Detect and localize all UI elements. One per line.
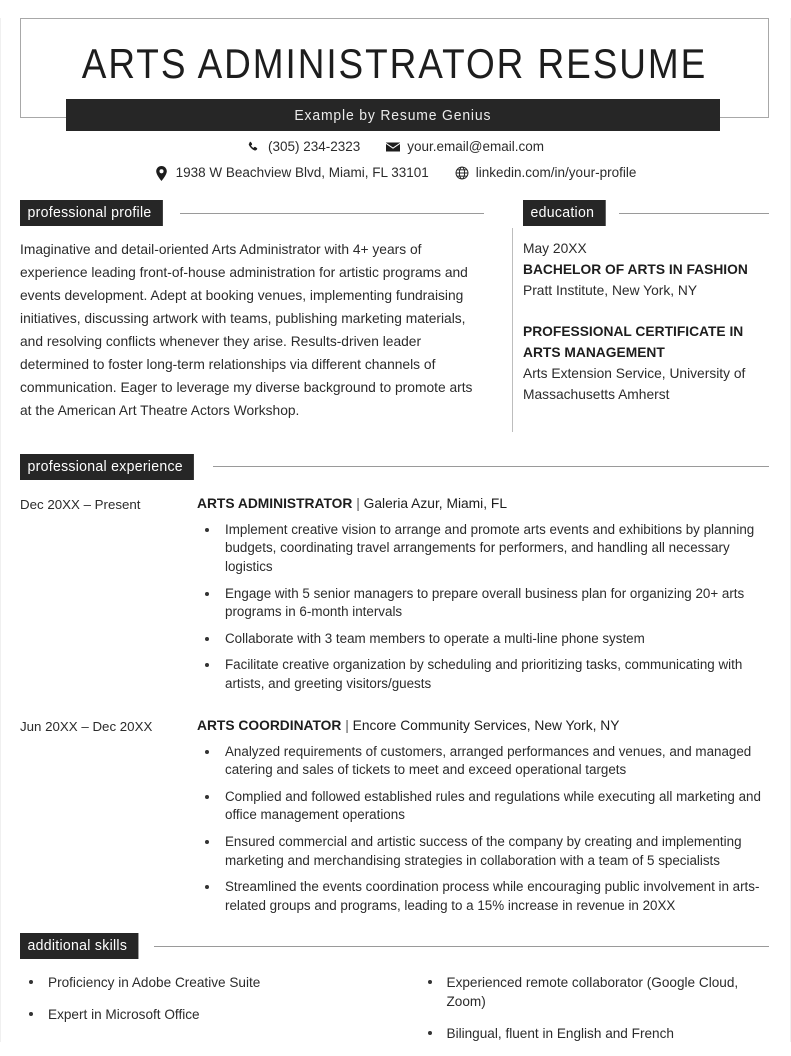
section-heading-label: professional profile: [20, 200, 163, 226]
contact-row-secondary: [1, 164, 790, 182]
contact-row-primary: [1, 138, 790, 156]
contact-address-text: 1938 W Beachview Blvd, Miami, FL 33101: [175, 165, 429, 180]
experience-bullet-list: [197, 521, 769, 694]
experience-role: ARTS COORDINATOR: [197, 717, 342, 733]
section-heading-experience: [20, 454, 769, 480]
experience-bullet: Complied and followed established rules and regulations while executing all marketing and office management operations: [197, 788, 769, 825]
experience-title-line: [197, 716, 769, 735]
additional-skills-section: [20, 933, 769, 1056]
skill-item: Expert in Microsoft Office: [20, 1005, 395, 1024]
section-heading-profile: [20, 200, 484, 226]
experience-bullet: Analyzed requirements of customers, arranged performances and venues, and managed catering and sales of tickets to meet and exceed operational targets: [197, 743, 769, 780]
experience-bullet: Streamlined the events coordination process while encouraging public involvement in arts-related groups and programs, leading to a 15% increase in revenue in 20XX: [197, 878, 769, 915]
section-heading-label: education: [523, 200, 605, 226]
page-title: ARTS ADMINISTRATOR RESUME: [81, 40, 708, 87]
profile-paragraph: Imaginative and detail-oriented Arts Administrator with 4+ years of experience leading front-of-house administration for artistic programs and events development. Adept at booking venues, implementing fundraising initiatives, discussing artwork with teams, publishing marketing materials, and resolving conflicts whenever they arise. Results-driven leader determined to foster long-term relationships via different channels of communication. Eager to leverage my diverse background to promote arts at the American Art Theatre Actors Workshop.: [20, 242, 473, 418]
experience-role: ARTS ADMINISTRATOR: [197, 495, 353, 511]
resume-header: [20, 18, 769, 124]
contact-linkedin-text: linkedin.com/in/your-profile: [475, 165, 637, 180]
experience-bullet: Ensured commercial and artistic success of the company by creating and implementing marketing and merchandising strategies in collaboration with a team of 5 specialists: [197, 833, 769, 870]
contact-email[interactable]: [386, 138, 544, 156]
education-school: Pratt Institute, New York, NY: [523, 283, 698, 298]
experience-details: [197, 494, 769, 702]
section-heading-rule: [213, 466, 769, 467]
map-pin-icon: [155, 166, 169, 180]
contact-phone[interactable]: [247, 138, 360, 156]
skills-column-right: [395, 973, 770, 1056]
education-entry: [523, 321, 769, 405]
experience-bullet-list: [197, 743, 769, 916]
education-date: May 20XX: [523, 241, 587, 256]
skills-list-right: [419, 973, 770, 1043]
experience-entry: [20, 716, 769, 924]
education-degree: PROFESSIONAL CERTIFICATE IN ARTS MANAGEMENT: [523, 324, 744, 360]
experience-bullet: Facilitate creative organization by scheduling and prioritizing tasks, communicating with artists, and greeting visitors/guests: [197, 656, 769, 693]
experience-company: Encore Community Services, New York, NY: [352, 717, 620, 733]
section-heading-label: professional experience: [20, 454, 194, 480]
resume-page: [0, 18, 791, 1042]
skills-column-left: [20, 973, 395, 1056]
section-heading-rule: [154, 946, 769, 947]
globe-icon: [455, 166, 469, 180]
experience-details: [197, 716, 769, 924]
section-heading-education: [523, 200, 769, 226]
subtitle-bar: [66, 99, 720, 131]
skill-item: Proficiency in Adobe Creative Suite: [20, 973, 395, 992]
professional-profile-section: [20, 200, 500, 436]
education-section: [500, 200, 769, 436]
skills-columns: [20, 973, 769, 1056]
phone-icon: [247, 140, 261, 154]
experience-entry: [20, 494, 769, 702]
skill-item: Bilingual, fluent in English and French: [419, 1024, 770, 1043]
section-heading-skills: [20, 933, 769, 959]
experience-company: Galeria Azur, Miami, FL: [363, 495, 508, 511]
professional-experience-section: [20, 454, 769, 924]
contact-address[interactable]: [155, 164, 429, 182]
contact-email-text: your.email@email.com: [407, 139, 545, 154]
section-heading-rule: [180, 213, 484, 214]
contact-block: [1, 138, 790, 182]
experience-bullet: Engage with 5 senior managers to prepare overall business plan for organizing 20+ arts programs in 6-month intervals: [197, 585, 769, 622]
education-school: Arts Extension Service, University of Massachusetts Amherst: [523, 366, 746, 402]
contact-phone-text: (305) 234-2323: [267, 139, 361, 154]
section-heading-rule: [619, 213, 769, 214]
envelope-icon: [386, 140, 400, 154]
contact-linkedin[interactable]: [455, 164, 637, 182]
experience-title-line: [197, 494, 769, 513]
experience-separator: |: [345, 717, 349, 733]
education-entry: [523, 238, 769, 301]
experience-dates: Jun 20XX – Dec 20XX: [20, 718, 153, 734]
experience-separator: |: [356, 495, 360, 511]
subtitle-text: Example by Resume Genius: [294, 106, 492, 124]
profile-education-band: [20, 200, 769, 436]
experience-dates: Dec 20XX – Present: [20, 496, 141, 512]
education-degree: BACHELOR OF ARTS IN FASHION: [523, 262, 748, 277]
experience-bullet: Collaborate with 3 team members to operate a multi-line phone system: [197, 630, 769, 649]
skills-list-left: [20, 973, 395, 1024]
experience-bullet: Implement creative vision to arrange and promote arts events and exhibitions by planning budgets, coordinating travel arrangements for performers, and handling all necessary logistics: [197, 521, 769, 577]
skill-item: Experienced remote collaborator (Google Cloud, Zoom): [419, 973, 770, 1011]
section-heading-label: additional skills: [20, 933, 138, 959]
